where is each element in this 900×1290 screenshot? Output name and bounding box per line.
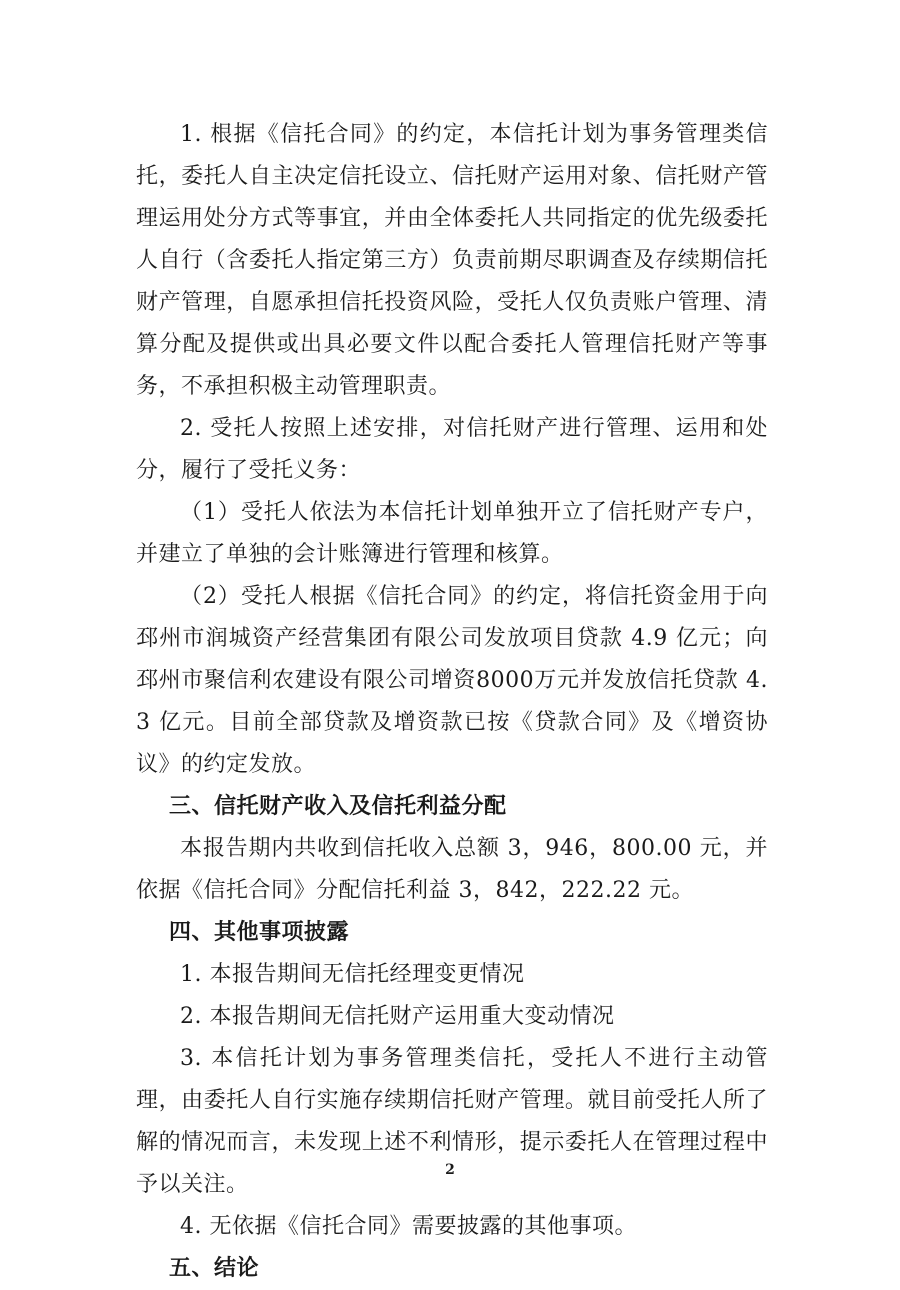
document-body [136,114,768,1290]
page-number: 2 [445,1162,455,1178]
paragraph-no-major-change: 2. 本报告期间无信托财产运用重大变动情况 [180,1004,615,1029]
paragraph-no-other-matters: 4. 无依据《信托合同》需要披露的其他事项。 [180,1214,637,1239]
section-heading-other-disclosures: 四、其他事项披露 [169,920,350,945]
paragraph-management-type: 1. 根据《信托合同》的约定，本信托计划为事务管理类信托，委托人自主决定信托设立、信托财产运用对象、信托财产管理运用处分方式等事宜，并由全体委托人共同指定的优先级委托人自行（含委托人指定第三方）负责前期尽职调查及存续期信托财产管理，自愿承担信托投资风险，受托人仅负责账户管理、清算分配及提供或出具必要文件以配合委托人管理信托财产等事务，不承担积极主动管理职责。 [136,122,768,399]
paragraph-trustee-duties: 2. 受托人按照上述安排，对信托财产进行管理、运用和处分，履行了受托义务： [136,416,768,483]
section-heading-income-distribution: 三、信托财产收入及信托利益分配 [169,794,507,819]
paragraph-special-account: （1）受托人依法为本信托计划单独开立了信托财产专户，并建立了单独的会计账簿进行管理和核算。 [136,500,768,567]
paragraph-income-total: 本报告期内共收到信托收入总额 3，946，800.00 元，并依据《信托合同》分配信托利益 3，842，222.22 元。 [136,836,768,903]
section-heading-conclusion: 五、结论 [169,1256,260,1281]
paragraph-no-manager-change: 1. 本报告期间无信托经理变更情况 [180,962,525,987]
paragraph-no-active-management: 3. 本信托计划为事务管理类信托，受托人不进行主动管理，由委托人自行实施存续期信托财产管理。就目前受托人所了解的情况而言，未发现上述不利情形，提示委托人在管理过程中予以关注。 [136,1046,768,1197]
paragraph-loan-disbursement: （2）受托人根据《信托合同》的约定，将信托资金用于向邳州市润城资产经营集团有限公司发放项目贷款 4.9 亿元；向邳州市聚信利农建设有限公司增资8000万元并发放信托贷款 4.3 亿元。目前全部贷款及增资款已按《贷款合同》及《增资协议》的约定发放。 [136,584,768,777]
